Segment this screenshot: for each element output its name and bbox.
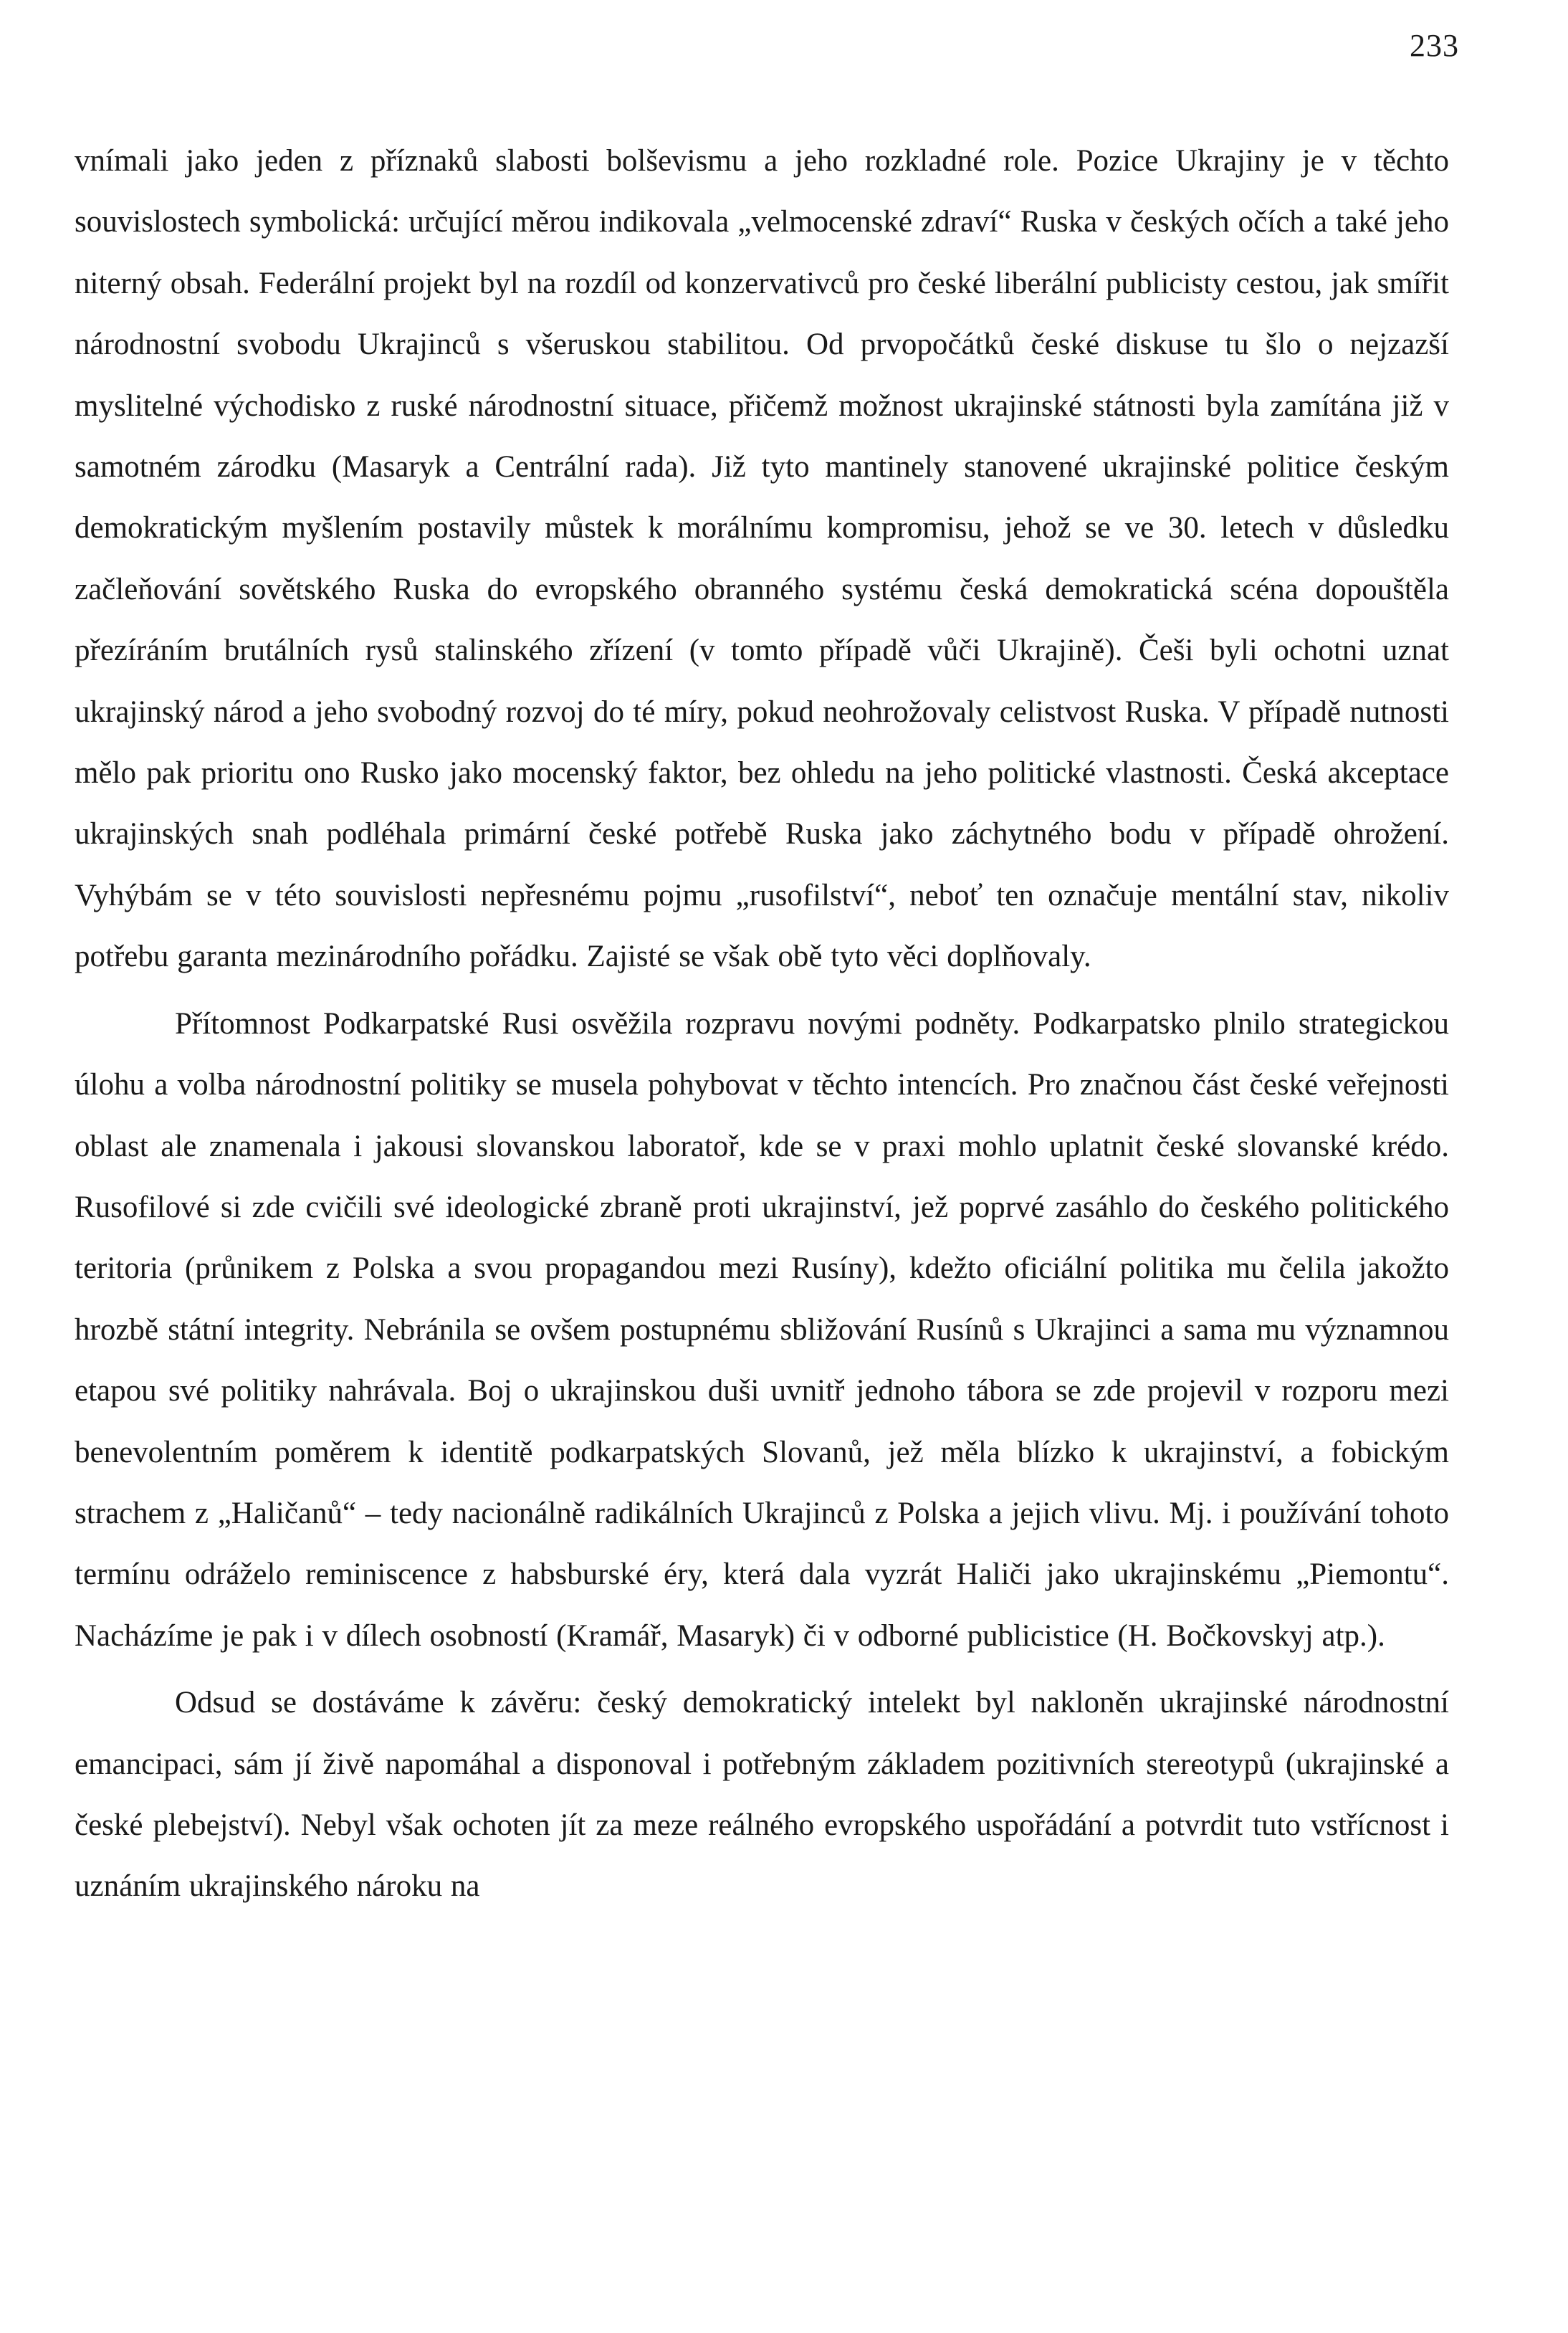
- paragraph-continuation: vnímali jako jeden z příznaků slabosti bolševismu a jeho rozkladné role. Pozice Ukrajiny je v těchto souvislostech symbolická: určující měrou indikovala „velmocenské zdraví“ Ruska v českých očích a také jeho niterný obsah. Federální projekt byl na rozdíl od konzervativců pro české liberální publicisty cestou, jak smířit národnostní svobodu Ukrajinců s všeruskou stabilitou. Od prvopočátků české diskuse tu šlo o nejzazší myslitelné východisko z ruské národnostní situace, přičemž možnost ukrajinské státnosti byla zamítána již v samotném zárodku (Masaryk a Centrální rada). Již tyto mantinely stanovené ukrajinské politice českým demokratickým myšlením postavily můstek k morálnímu kompromisu, jehož se ve 30. letech v důsledku začleňování sovětského Ruska do evropského obranného systému česká demokratická scéna dopouštěla přezíráním brutálních rysů stalinského zřízení (v tomto případě vůči Ukrajině). Češi byli ochotni uznat ukrajinský národ a jeho svobodný rozvoj do té míry, pokud neohrožovaly celistvost Ruska. V případě nutnosti mělo pak prioritu ono Rusko jako mocenský faktor, bez ohledu na jeho politické vlastnosti. Česká akceptace ukrajinských snah podléhala primární české potřebě Ruska jako záchytného bodu v případě ohrožení. Vyhýbám se v této souvislosti nepřesnému pojmu „rusofilství“, neboť ten označuje mentální stav, nikoliv potřebu garanta mezinárodního pořádku. Zajisté se však obě tyto věci doplňovaly.: [75, 144, 1449, 974]
- paragraph-conclusion: Odsud se dostáváme k závěru: český demokratický intelekt byl nakloněn ukrajinské národnostní emancipaci, sám jí živě napomáhal a disponoval i potřebným základem pozitivních stereotypů (ukrajinské a české plebejství). Nebyl však ochoten jít za meze reálného evropského uspořádání a potvrdit tuto vstřícnost i uznáním ukrajinského nároku na: [75, 1686, 1449, 1904]
- body-text: [75, 130, 1449, 1917]
- paragraph-podkarpatska-rus: Přítomnost Podkarpatské Rusi osvěžila rozpravu novými podněty. Podkarpatsko plnilo strategickou úlohu a volba národnostní politiky se musela pohybovat v těchto intencích. Pro značnou část české veřejnosti oblast ale znamenala i jakousi slovanskou laboratoř, kde se v praxi mohlo uplatnit české slovanské krédo. Rusofilové si zde cvičili své ideologické zbraně proti ukrajinství, jež poprvé zasáhlo do českého politického teritoria (průnikem z Polska a svou propagandou mezi Rusíny), kdežto oficiální politika mu čelila jakožto hrozbě státní integrity. Nebránila se ovšem postupnému sbližování Rusínů s Ukrajinci a sama mu významnou etapou své politiky nahrávala. Boj o ukrajinskou duši uvnitř jednoho tábora se zde projevil v rozporu mezi benevolentním poměrem k identitě podkarpatských Slovanů, jež měla blízko k ukrajinství, a fobickým strachem z „Haličanů“ – tedy nacionálně radikálních Ukrajinců z Polska a jejich vlivu. Mj. i používání tohoto termínu odráželo reminiscence z habsburské éry, která dala vyzrát Haliči jako ukrajinskému „Piemontu“. Nacházíme je pak i v dílech osobností (Kramář, Masaryk) či v odborné publicistice (H. Bočkovskyj atp.).: [75, 1006, 1449, 1653]
- page-number: 233: [1410, 28, 1459, 63]
